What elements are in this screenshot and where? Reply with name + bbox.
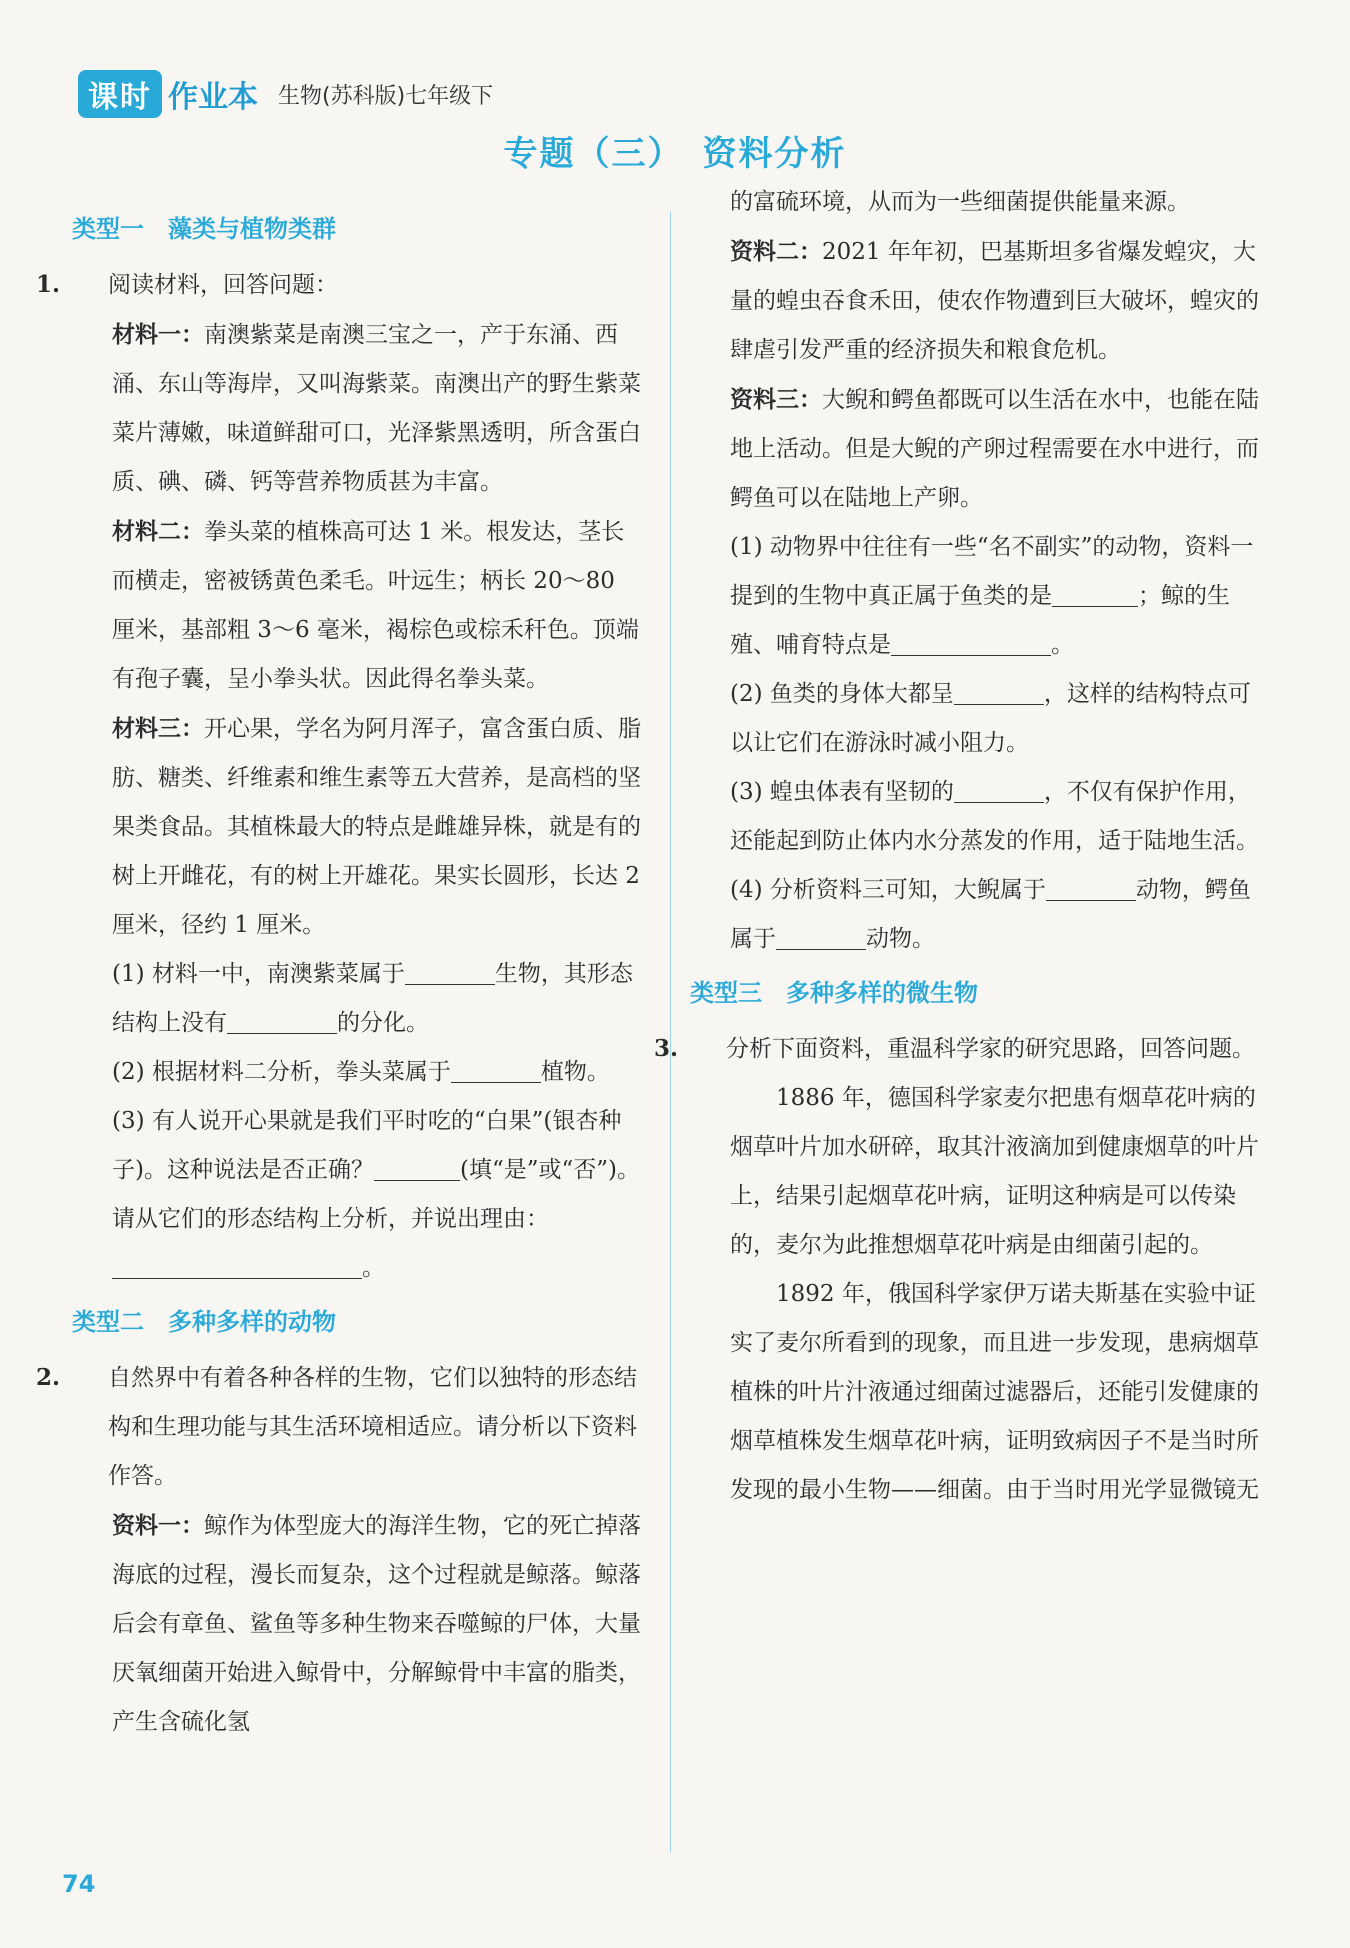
subquestion-text: (3) 有人说开心果就是我们平时吃的“白果”(银杏种子)。这种说法是否正确？ <box>112 1108 622 1183</box>
brand-name: 作业本 <box>168 80 258 115</box>
subject-label: 生物(苏科版)七年级下 <box>278 83 494 109</box>
subquestion-text: 。 <box>362 1255 385 1281</box>
question-text: 分析下面资料，重温科学家的研究思路，回答问题。 <box>726 1036 1255 1062</box>
material-2 <box>72 507 644 704</box>
answer-blank[interactable] <box>227 1008 337 1034</box>
question-3-paragraph-2: 1892 年，俄国科学家伊万诺夫斯基在实验中证实了麦尔所看到的现象，而且进一步发现，患病烟草植株的叶片汁液通过细菌过滤器后，还能引发健康的烟草植株发生烟草花叶病，证明致病因子不是当时所发现的最小生物——细菌。由于当时用光学显微镜无 <box>730 1281 1259 1503</box>
answer-blank[interactable] <box>1046 875 1136 901</box>
subquestion-text: 动物，鳄鱼属于 <box>730 877 1251 952</box>
resource-text: 2021 年年初，巴基斯坦多省爆发蝗灾，大量的蝗虫吞食禾田，使农作物遭到巨大破坏，蝗灾的肆虐引发严重的经济损失和粮食危机。 <box>730 239 1259 363</box>
section-heading-3: 类型三 多种多样的微生物 <box>690 979 978 1007</box>
material-label: 材料二： <box>112 518 204 545</box>
question-text: 自然界中有着各种各样的生物，它们以独特的形态结构和生理功能与其生活环境相适应。请分析以下资料作答。 <box>108 1365 637 1489</box>
subquestion-text: (2) 根据材料二分析，拳头菜属于 <box>112 1059 451 1085</box>
question-3-stem <box>654 1024 1272 1074</box>
brand-logo: 课时 <box>78 70 162 118</box>
page-number: 74 <box>62 1870 96 1898</box>
subquestion-2-4 <box>690 866 1272 964</box>
answer-blank[interactable] <box>954 679 1044 705</box>
subquestion-1-3 <box>72 1097 644 1293</box>
resource-text: 鲸作为体型庞大的海洋生物，它的死亡掉落海底的过程，漫长而复杂，这个过程就是鲸落。鲸落后会有章鱼、鲨鱼等多种生物来吞噬鲸的尸体，大量厌氧细菌开始进入鲸骨中，分解鲸骨中丰富的脂类，产生含硫化氢 <box>112 1513 641 1735</box>
subquestion-2-3 <box>690 768 1272 866</box>
subquestion-text: (3) 蝗虫体表有坚韧的 <box>730 779 954 805</box>
material-label: 材料一： <box>112 321 204 348</box>
subquestion-text: (1) 材料一中，南澳紫菜属于 <box>112 961 405 987</box>
material-text: 拳头菜的植株高可达 1 米。根发达，茎长而横走，密被锈黄色柔毛。叶远生；柄长 20～80 厘米，基部粗 3～6 毫米，褐棕色或棕禾秆色。顶端有孢子囊，呈小拳头状。因此得名拳头菜。 <box>112 519 639 692</box>
material-text: 开心果，学名为阿月浑子，富含蛋白质、脂肪、糖类、纤维素和维生素等五大营养，是高档的坚果类食品。其植株最大的特点是雌雄异株，就是有的树上开雌花，有的树上开雄花。果实长圆形，长达 2 厘米，径约 1 厘米。 <box>112 716 641 938</box>
resource-label: 资料二： <box>730 238 822 265</box>
answer-blank[interactable] <box>451 1057 541 1083</box>
resource-1-continued: 的富硫环境，从而为一些细菌提供能量来源。 <box>730 189 1190 215</box>
answer-blank[interactable] <box>374 1155 460 1181</box>
resource-text: 大鲵和鳄鱼都既可以生活在水中，也能在陆地上活动。但是大鲵的产卵过程需要在水中进行，而鳄鱼可以在陆地上产卵。 <box>730 387 1259 511</box>
material-label: 材料三： <box>112 715 204 742</box>
page-title: 专题（三） 资料分析 <box>503 134 847 174</box>
resource-2 <box>690 227 1272 375</box>
section-heading-1: 类型一 藻类与植物类群 <box>72 215 336 243</box>
question-2-stem <box>36 1353 644 1501</box>
question-number: 1. <box>36 271 61 298</box>
question-number: 3. <box>654 1035 679 1062</box>
question-text: 阅读材料，回答问题： <box>108 272 338 298</box>
subquestion-text: ，不仅有保护作用，还能起到防止体内水分蒸发的作用，适于陆地生活。 <box>730 779 1259 854</box>
material-3 <box>72 704 644 950</box>
subquestion-text: (4) 分析资料三可知，大鲵属于 <box>730 877 1046 903</box>
subquestion-text: (填“是”或“否”)。请从它们的形态结构上分析，并说出理由： <box>112 1157 640 1232</box>
resource-label: 资料三： <box>730 386 822 413</box>
subquestion-text: ；鲸的生殖、哺育特点是 <box>730 583 1230 658</box>
subquestion-text: (2) 鱼类的身体大都呈 <box>730 681 954 707</box>
answer-blank[interactable] <box>1052 581 1138 607</box>
subquestion-text: 动物。 <box>866 926 935 952</box>
answer-blank[interactable] <box>776 924 866 950</box>
resource-3 <box>690 375 1272 523</box>
header <box>78 72 493 116</box>
question-1-stem <box>36 260 644 310</box>
subquestion-text: 植物。 <box>540 1059 610 1085</box>
answer-blank[interactable] <box>112 1253 362 1279</box>
subquestion-2-1 <box>690 523 1272 670</box>
question-3-paragraph-1: 1886 年，德国科学家麦尔把患有烟草花叶病的烟草叶片加水研碎，取其汁液滴加到健康烟草的叶片上，结果引起烟草花叶病，证明这种病是可以传染的，麦尔为此推想烟草花叶病是由细菌引起的。 <box>730 1085 1259 1258</box>
left-column <box>36 200 644 1747</box>
resource-1 <box>72 1501 644 1747</box>
answer-blank[interactable] <box>405 959 495 985</box>
answer-blank[interactable] <box>954 777 1044 803</box>
material-1 <box>72 310 644 507</box>
subquestion-text: 。 <box>1051 632 1074 658</box>
subquestion-text: 的分化。 <box>337 1010 429 1036</box>
subquestion-1-2 <box>72 1048 644 1097</box>
answer-blank[interactable] <box>891 630 1051 656</box>
subquestion-text: ，这样的结构特点可以让它们在游泳时减小阻力。 <box>730 681 1251 756</box>
resource-label: 资料一： <box>112 1512 204 1539</box>
subquestion-text: 生物，其形态结构上没有 <box>112 961 633 1036</box>
subquestion-1-1 <box>72 950 644 1048</box>
right-column <box>654 189 1272 1515</box>
subquestion-text: (1) 动物界中往往有一些“名不副实”的动物，资料一提到的生物中真正属于鱼类的是 <box>730 534 1254 609</box>
question-number: 2. <box>36 1364 61 1391</box>
section-heading-2: 类型二 多种多样的动物 <box>72 1308 336 1336</box>
subquestion-2-2 <box>690 670 1272 768</box>
material-text: 南澳紫菜是南澳三宝之一，产于东涌、西涌、东山等海岸，又叫海紫菜。南澳出产的野生紫菜菜片薄嫩，味道鲜甜可口，光泽紫黑透明，所含蛋白质、碘、磷、钙等营养物质甚为丰富。 <box>112 322 641 495</box>
